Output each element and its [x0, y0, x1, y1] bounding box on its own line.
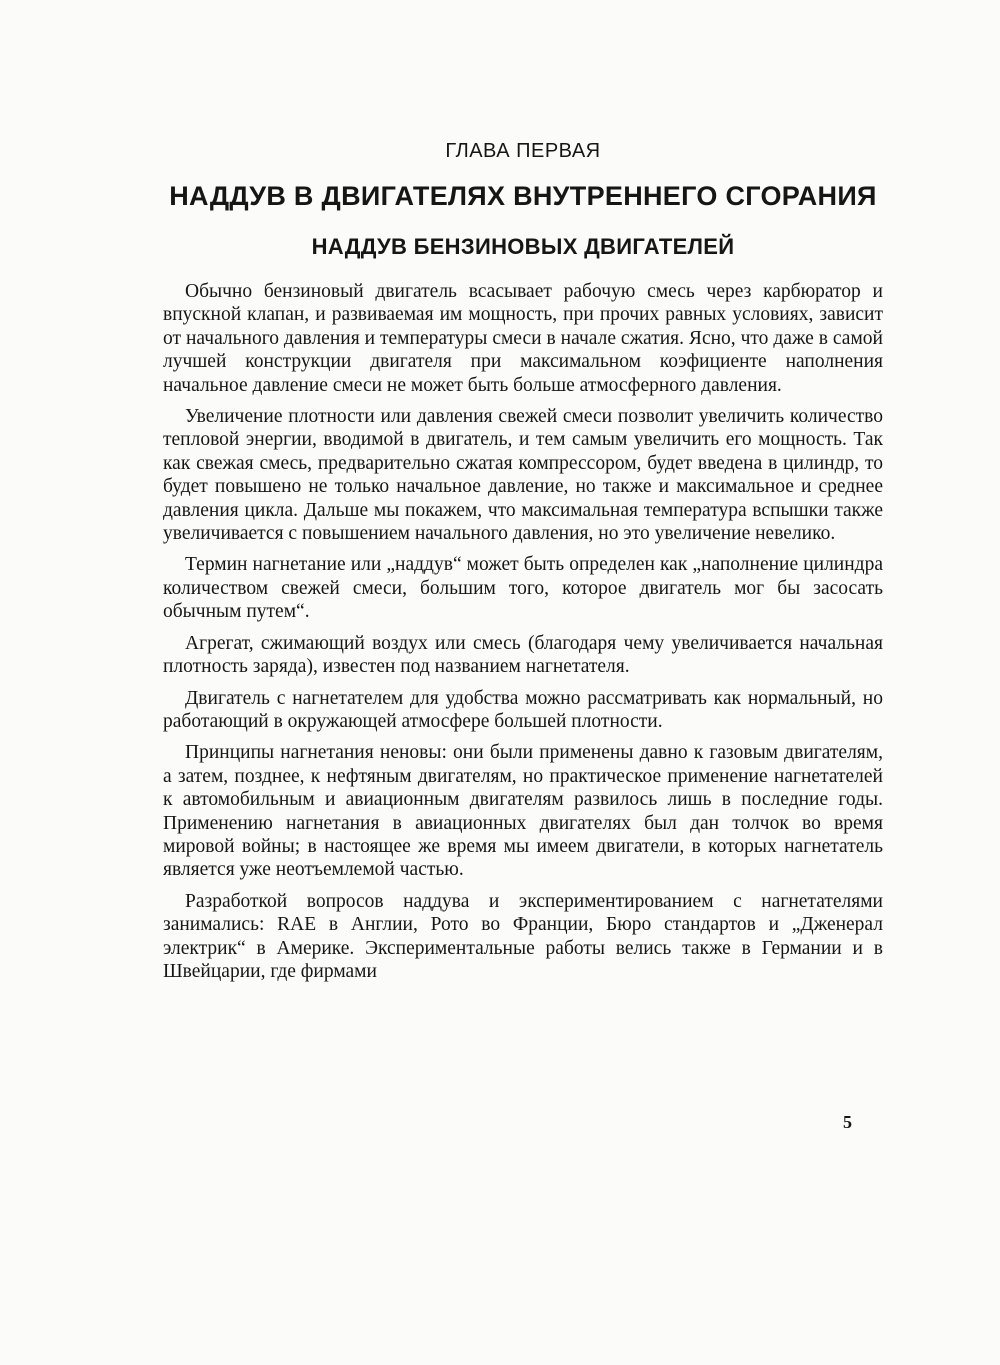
paragraph: Разработкой вопросов наддува и экспериментированием с нагнетателями занимались: RAE в Англии, Рото во Франции, Бюро стандартов и „Дженерал электрик“ в Америке. Экспериментальные работы велись также в Германии и в Швейцарии, где фирмами	[163, 890, 883, 982]
text-block	[163, 140, 883, 991]
paragraph: Обычно бензиновый двигатель всасывает рабочую смесь через карбюратор и впускной клапан, и развиваемая им мощность, при прочих равных условиях, зависит от начального давления и температуры смеси в начале сжатия. Ясно, что даже в самой лучшей конструкции двигателя при максимальном коэфициенте наполнения начальное давление смеси не может быть больше атмосферного давления.	[163, 281, 883, 396]
paragraph: Агрегат, сжимающий воздух или смесь (благодаря чему увеличивается начальная плотность заряда), известен под названием нагнетателя.	[163, 632, 883, 678]
chapter-label: ГЛАВА ПЕРВАЯ	[445, 140, 601, 162]
chapter-title: НАДДУВ В ДВИГАТЕЛЯХ ВНУТРЕННЕГО СГОРАНИЯ	[169, 181, 877, 211]
paragraph: Двигатель с нагнетателем для удобства можно рассматривать как нормальный, но работающий в окружающей атмосфере большей плотности.	[163, 687, 883, 732]
paragraph: Принципы нагнетания неновы: они были применены давно к газовым двигателям, а затем, позднее, к нефтяным двигателям, но практическое применение нагнетателей к автомобильным и авиационным двигателям развилось лишь в последние годы. Применению нагнетания в авиационных двигателях был дан толчок во время мировой войны; в настоящее же время мы имеем двигатели, в которых нагнетатель является уже неотъемлемой частью.	[163, 742, 883, 881]
paragraph: Термин нагнетание или „наддув“ может быть определен как „наполнение цилиндра количеством свежей смеси, большим того, которое двигатель мог бы засосать обычным путем“.	[163, 554, 883, 623]
page-number: 5	[843, 1112, 852, 1132]
paragraph: Увеличение плотности или давления свежей смеси позволит увеличить количество тепловой энергии, вводимой в двигатель, и тем самым увеличить его мощность. Так как свежая смесь, предварительно сжатая компрессором, будет введена в цилиндр, то будет повышено не только начальное давление, но также и максимальное и среднее давления цикла. Дальше мы покажем, что максимальная температура вспышки также увеличивается с повышением начального давления, но это увеличение невелико.	[163, 406, 883, 545]
section-title: НАДДУВ БЕНЗИНОВЫХ ДВИГАТЕЛЕЙ	[311, 234, 735, 259]
